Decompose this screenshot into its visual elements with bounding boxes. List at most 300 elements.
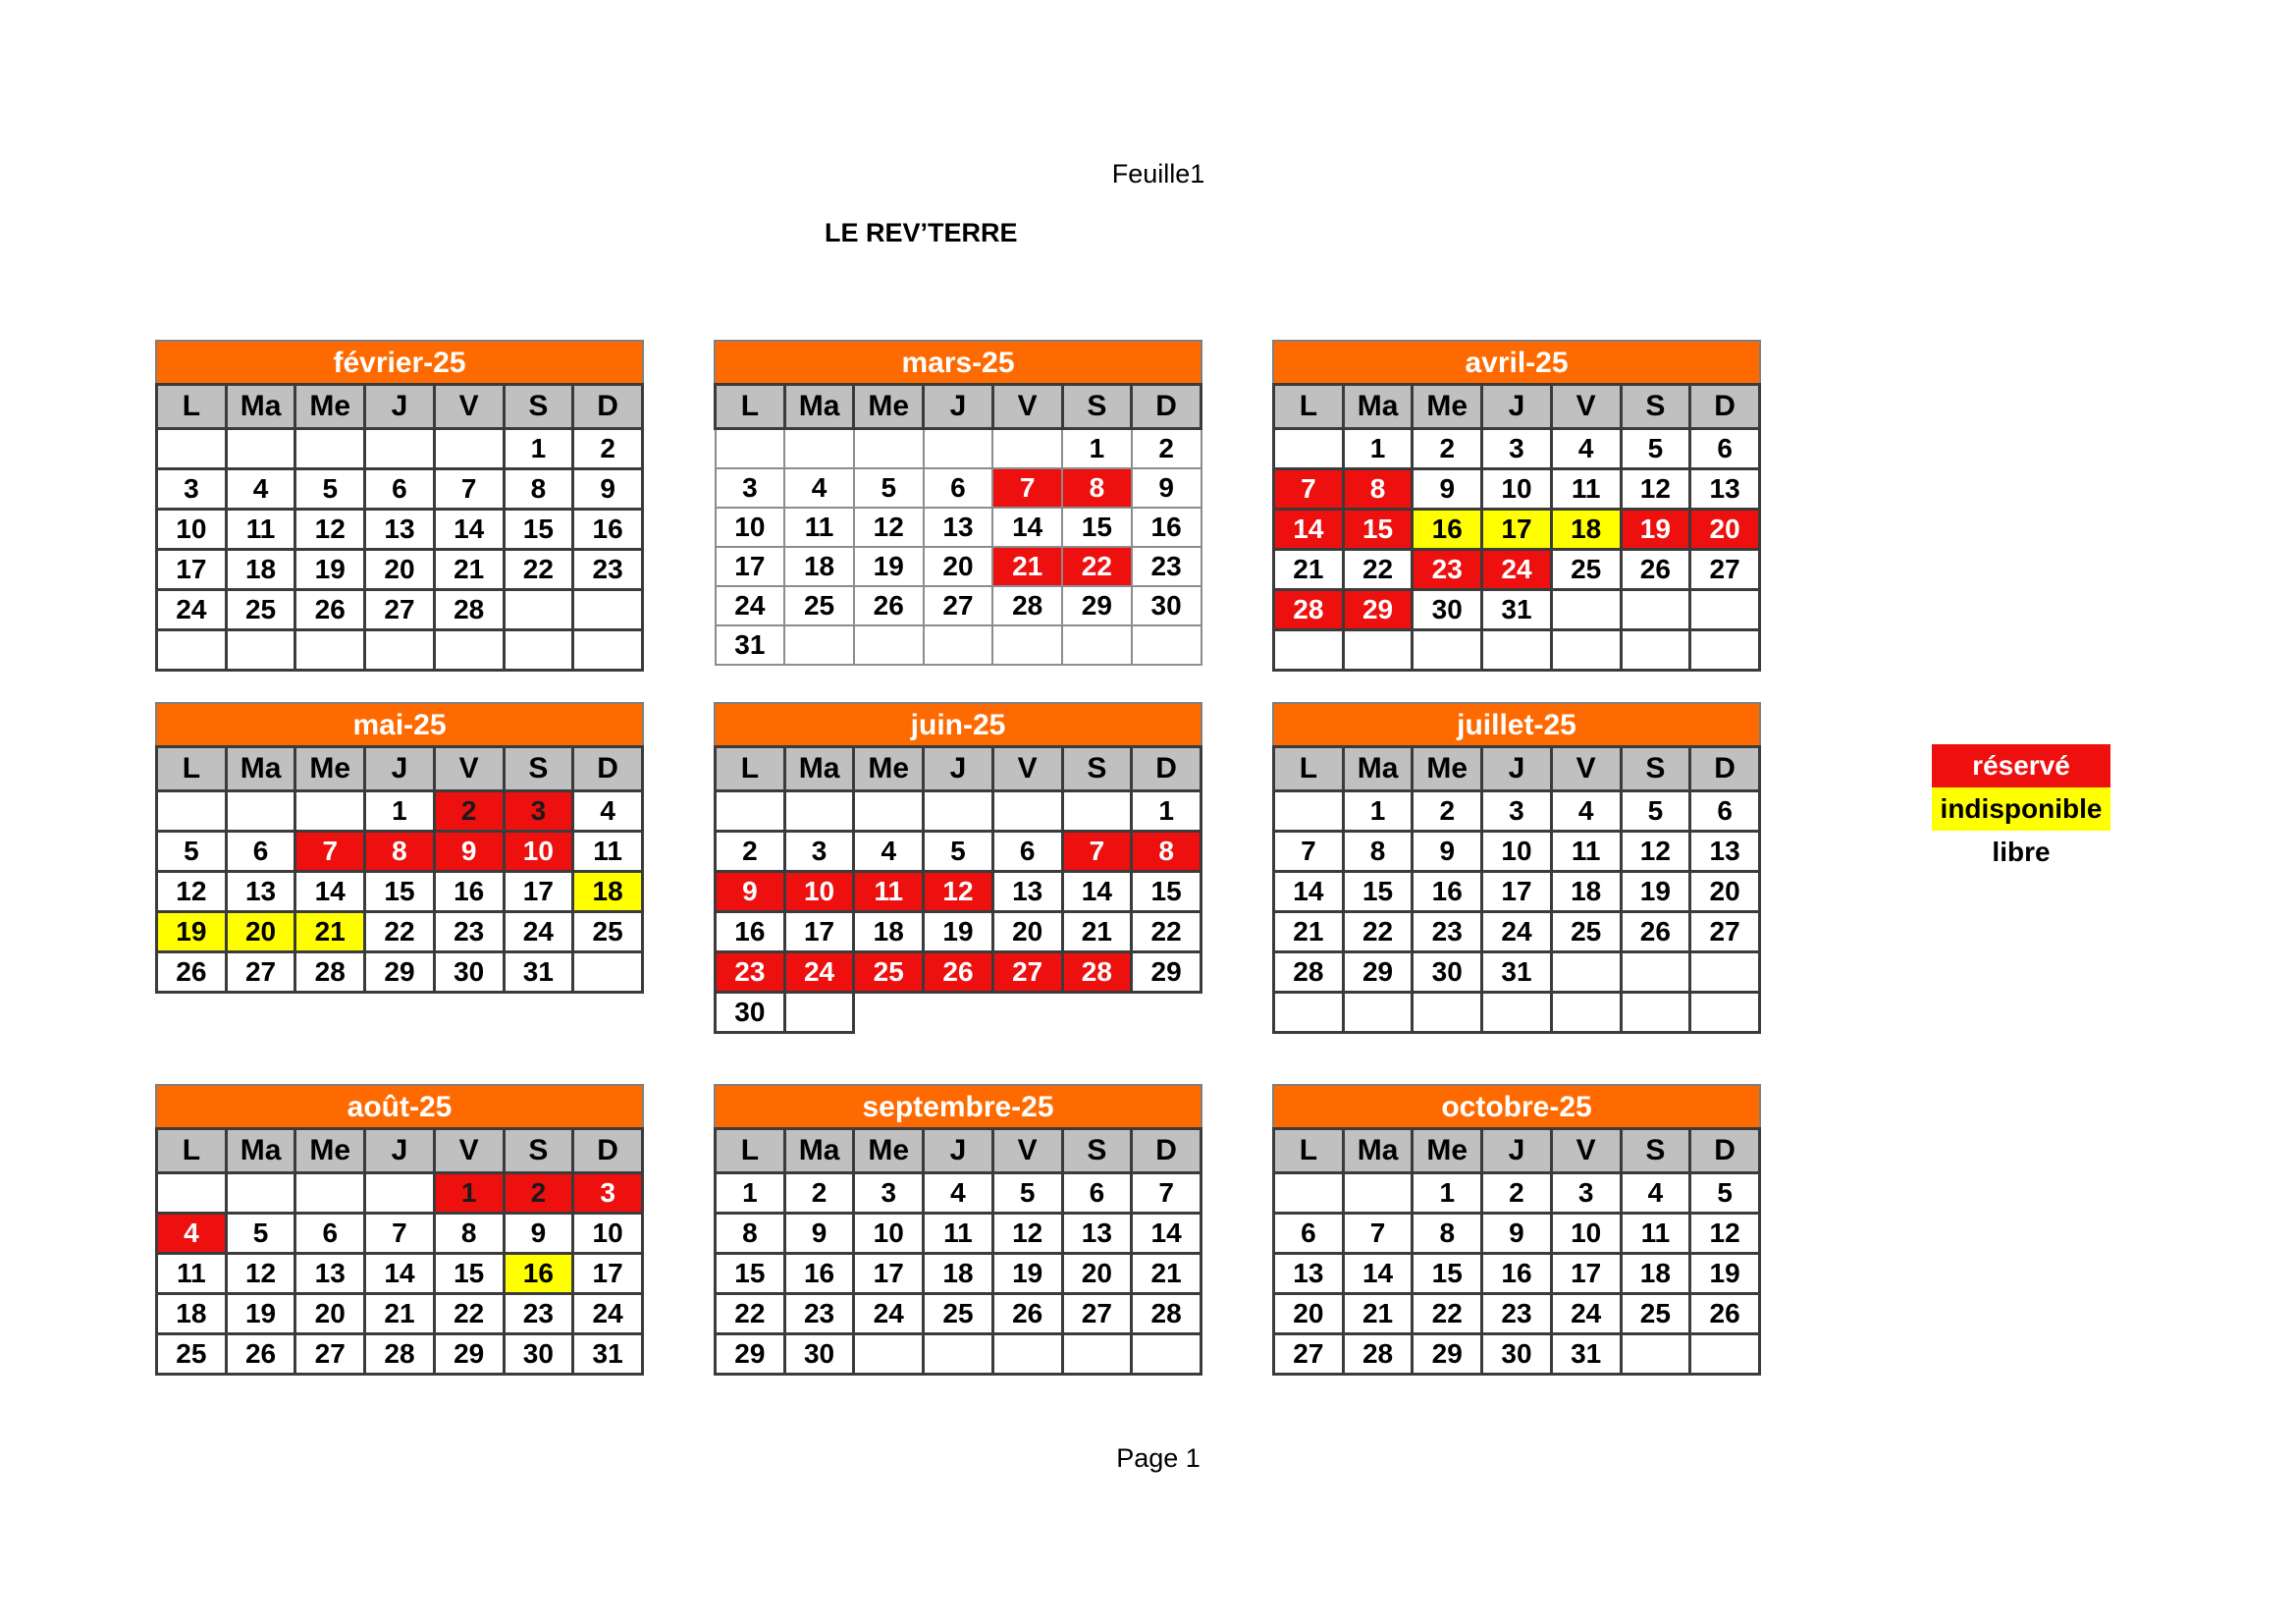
day-cell: 6 — [992, 832, 1062, 872]
week-row — [716, 1173, 1201, 1214]
day-cell: 20 — [295, 1294, 365, 1334]
day-cell: 19 — [226, 1294, 295, 1334]
day-cell: 29 — [1132, 952, 1201, 993]
day-cell: 1 — [716, 1173, 785, 1214]
day-cell: 19 — [992, 1254, 1062, 1294]
day-cell: 7 — [1343, 1214, 1413, 1254]
day-cell: 12 — [226, 1254, 295, 1294]
day-cell: 21 — [295, 912, 365, 952]
day-cell: 12 — [1690, 1214, 1760, 1254]
day-cell: 1 — [504, 429, 573, 469]
day-cell: 2 — [716, 832, 785, 872]
empty-day-cell — [784, 625, 854, 665]
weekday-header: Ma — [784, 385, 854, 429]
day-cell: 25 — [1551, 912, 1621, 952]
empty-day-cell — [784, 429, 854, 469]
day-cell: 21 — [1274, 912, 1344, 952]
week-row — [716, 791, 1201, 832]
weekday-header: V — [434, 747, 504, 791]
weekday-header: D — [1132, 747, 1201, 791]
empty-day-cell — [992, 1334, 1062, 1375]
day-cell: 22 — [1413, 1294, 1482, 1334]
weekday-header: L — [157, 385, 227, 429]
day-cell: 16 — [1132, 508, 1201, 547]
day-cell: 16 — [716, 912, 785, 952]
day-cell: 6 — [1062, 1173, 1132, 1214]
weekday-header: Ma — [226, 385, 295, 429]
empty-day-cell — [854, 1334, 924, 1375]
day-cell: 29 — [1343, 952, 1413, 993]
day-cell: 28 — [1274, 590, 1344, 630]
day-cell: 13 — [1690, 469, 1760, 510]
legend-free: libre — [1932, 831, 2110, 874]
month-calendar — [1272, 1084, 1761, 1376]
weekday-header: Me — [854, 1129, 924, 1173]
day-cell: 26 — [992, 1294, 1062, 1334]
weekday-header: V — [992, 1129, 1062, 1173]
day-cell: 26 — [924, 952, 993, 993]
day-cell: 23 — [784, 1294, 854, 1334]
empty-day-cell — [854, 625, 924, 665]
empty-day-cell — [1343, 993, 1413, 1033]
weekday-header: S — [1621, 385, 1690, 429]
weekday-header: L — [716, 1129, 785, 1173]
day-cell: 25 — [784, 586, 854, 625]
day-cell: 19 — [157, 912, 227, 952]
day-cell: 18 — [157, 1294, 227, 1334]
weekday-header: D — [1690, 385, 1760, 429]
month-title: juillet-25 — [1272, 702, 1761, 745]
weekday-header: V — [992, 747, 1062, 791]
day-cell: 8 — [1062, 468, 1132, 508]
empty-day-cell — [1690, 590, 1760, 630]
empty-day-cell — [504, 630, 573, 671]
day-cell: 27 — [1690, 550, 1760, 590]
day-cell: 9 — [1413, 832, 1482, 872]
sheet-name: Feuille1 — [1111, 159, 1205, 189]
month-calendar — [155, 702, 644, 994]
day-cell: 8 — [1343, 832, 1413, 872]
empty-day-cell — [226, 1173, 295, 1214]
day-cell: 29 — [1343, 590, 1413, 630]
weekday-header: S — [504, 385, 573, 429]
day-cell: 28 — [295, 952, 365, 993]
week-row — [716, 1214, 1201, 1254]
day-cell: 4 — [784, 468, 854, 508]
day-cell: 3 — [716, 468, 785, 508]
day-cell: 23 — [504, 1294, 573, 1334]
day-cell: 13 — [1062, 1214, 1132, 1254]
weekday-header: S — [1621, 1129, 1690, 1173]
day-cell: 21 — [434, 550, 504, 590]
month-table — [714, 383, 1202, 666]
day-cell: 27 — [365, 590, 435, 630]
week-row — [716, 1334, 1201, 1375]
day-cell: 27 — [1274, 1334, 1344, 1375]
empty-day-cell — [1062, 625, 1132, 665]
day-cell: 25 — [924, 1294, 993, 1334]
day-cell: 22 — [504, 550, 573, 590]
day-cell: 30 — [716, 993, 785, 1033]
empty-day-cell — [1621, 952, 1690, 993]
empty-day-cell — [854, 791, 924, 832]
day-cell: 28 — [434, 590, 504, 630]
day-cell: 17 — [716, 547, 785, 586]
day-cell: 9 — [1413, 469, 1482, 510]
day-cell: 14 — [295, 872, 365, 912]
day-cell: 12 — [157, 872, 227, 912]
day-cell: 21 — [365, 1294, 435, 1334]
day-cell: 6 — [365, 469, 435, 510]
weekday-header-row — [716, 1129, 1201, 1173]
weekday-header: L — [1274, 385, 1344, 429]
day-cell: 26 — [1621, 550, 1690, 590]
weekday-header: Me — [1413, 747, 1482, 791]
day-cell: 3 — [1482, 791, 1552, 832]
day-cell: 4 — [854, 832, 924, 872]
day-cell: 19 — [1621, 872, 1690, 912]
day-cell: 20 — [992, 912, 1062, 952]
week-row — [716, 547, 1201, 586]
day-cell: 29 — [365, 952, 435, 993]
weekday-header: D — [1690, 747, 1760, 791]
weekday-header: L — [1274, 747, 1344, 791]
week-row — [1274, 952, 1760, 993]
day-cell: 21 — [1274, 550, 1344, 590]
day-cell: 22 — [1132, 912, 1201, 952]
empty-day-cell — [1621, 630, 1690, 671]
week-row — [157, 1214, 643, 1254]
weekday-header: Ma — [1343, 1129, 1413, 1173]
day-cell: 25 — [226, 590, 295, 630]
day-cell: 19 — [854, 547, 924, 586]
empty-day-cell — [716, 791, 785, 832]
day-cell: 14 — [1343, 1254, 1413, 1294]
day-cell: 24 — [1551, 1294, 1621, 1334]
day-cell: 14 — [365, 1254, 435, 1294]
week-row — [1274, 912, 1760, 952]
day-cell: 23 — [1413, 912, 1482, 952]
weekday-header: S — [1062, 385, 1132, 429]
week-row — [157, 1334, 643, 1375]
weekday-header: V — [1551, 1129, 1621, 1173]
day-cell: 5 — [157, 832, 227, 872]
day-cell: 25 — [157, 1334, 227, 1375]
day-cell: 2 — [434, 791, 504, 832]
week-row — [157, 550, 643, 590]
weekday-header: V — [434, 1129, 504, 1173]
weekday-header: D — [573, 747, 643, 791]
day-cell: 30 — [1482, 1334, 1552, 1375]
day-cell: 18 — [1551, 510, 1621, 550]
day-cell: 5 — [1690, 1173, 1760, 1214]
day-cell: 27 — [992, 952, 1062, 993]
day-cell: 5 — [1621, 429, 1690, 469]
month-title: mars-25 — [714, 340, 1202, 383]
day-cell: 11 — [573, 832, 643, 872]
day-cell: 16 — [1413, 510, 1482, 550]
day-cell: 1 — [1413, 1173, 1482, 1214]
legend-reserved: réservé — [1932, 744, 2110, 787]
legend-unavailable: indisponible — [1932, 787, 2110, 831]
day-cell: 11 — [854, 872, 924, 912]
day-cell: 25 — [1621, 1294, 1690, 1334]
day-cell: 8 — [1413, 1214, 1482, 1254]
day-cell: 9 — [716, 872, 785, 912]
week-row — [716, 625, 1201, 665]
day-cell: 9 — [504, 1214, 573, 1254]
day-cell: 10 — [573, 1214, 643, 1254]
legend — [1932, 744, 2110, 874]
empty-day-cell — [295, 630, 365, 671]
empty-day-cell — [157, 630, 227, 671]
day-cell: 2 — [504, 1173, 573, 1214]
weekday-header: Ma — [1343, 385, 1413, 429]
week-row — [157, 1173, 643, 1214]
day-cell: 23 — [1482, 1294, 1552, 1334]
empty-day-cell — [1690, 1334, 1760, 1375]
day-cell: 21 — [1062, 912, 1132, 952]
week-row — [1274, 1254, 1760, 1294]
page-title: LE REV’TERRE — [825, 218, 1018, 247]
day-cell: 14 — [1274, 872, 1344, 912]
month-table — [1272, 1127, 1761, 1376]
day-cell: 27 — [924, 586, 993, 625]
day-cell: 12 — [295, 510, 365, 550]
empty-day-cell — [226, 791, 295, 832]
day-cell: 9 — [573, 469, 643, 510]
day-cell: 19 — [1621, 510, 1690, 550]
day-cell: 7 — [365, 1214, 435, 1254]
day-cell: 5 — [295, 469, 365, 510]
day-cell: 1 — [1132, 791, 1201, 832]
day-cell: 22 — [365, 912, 435, 952]
day-cell: 24 — [1482, 912, 1552, 952]
empty-day-cell — [504, 590, 573, 630]
weekday-header: S — [1621, 747, 1690, 791]
day-cell: 12 — [1621, 469, 1690, 510]
day-cell: 7 — [992, 468, 1062, 508]
day-cell: 28 — [365, 1334, 435, 1375]
week-row — [157, 1294, 643, 1334]
day-cell: 10 — [504, 832, 573, 872]
day-cell: 9 — [1482, 1214, 1552, 1254]
day-cell: 13 — [1274, 1254, 1344, 1294]
week-row — [1274, 1334, 1760, 1375]
day-cell: 17 — [1482, 510, 1552, 550]
day-cell: 23 — [1132, 547, 1201, 586]
weekday-header: J — [1482, 747, 1552, 791]
empty-day-cell — [1551, 993, 1621, 1033]
empty-space — [924, 993, 993, 1033]
weekday-header: L — [716, 747, 785, 791]
empty-day-cell — [573, 630, 643, 671]
day-cell: 17 — [854, 1254, 924, 1294]
week-row — [157, 1254, 643, 1294]
empty-day-cell — [1274, 993, 1344, 1033]
day-cell: 10 — [1482, 832, 1552, 872]
empty-day-cell — [1132, 625, 1201, 665]
month-calendar — [155, 340, 644, 672]
weekday-header-row — [1274, 1129, 1760, 1173]
day-cell: 28 — [1132, 1294, 1201, 1334]
empty-day-cell — [434, 429, 504, 469]
day-cell: 18 — [924, 1254, 993, 1294]
day-cell: 22 — [1062, 547, 1132, 586]
weekday-header: D — [1132, 1129, 1201, 1173]
day-cell: 5 — [992, 1173, 1062, 1214]
day-cell: 15 — [1132, 872, 1201, 912]
day-cell: 30 — [434, 952, 504, 993]
weekday-header: J — [1482, 385, 1552, 429]
day-cell: 4 — [157, 1214, 227, 1254]
week-row — [1274, 1214, 1760, 1254]
empty-day-cell — [1690, 630, 1760, 671]
empty-space — [854, 993, 924, 1033]
month-title: mai-25 — [155, 702, 644, 745]
day-cell: 2 — [573, 429, 643, 469]
day-cell: 15 — [504, 510, 573, 550]
day-cell: 13 — [1690, 832, 1760, 872]
empty-day-cell — [365, 630, 435, 671]
day-cell: 16 — [573, 510, 643, 550]
day-cell: 28 — [1274, 952, 1344, 993]
empty-day-cell — [1343, 1173, 1413, 1214]
day-cell: 3 — [573, 1173, 643, 1214]
weekday-header: Me — [854, 747, 924, 791]
weekday-header: L — [1274, 1129, 1344, 1173]
day-cell: 19 — [924, 912, 993, 952]
day-cell: 15 — [1343, 510, 1413, 550]
day-cell: 28 — [1062, 952, 1132, 993]
week-row — [1274, 832, 1760, 872]
day-cell: 4 — [924, 1173, 993, 1214]
day-cell: 25 — [1551, 550, 1621, 590]
empty-day-cell — [1274, 630, 1344, 671]
day-cell: 10 — [716, 508, 785, 547]
empty-day-cell — [924, 625, 993, 665]
day-cell: 18 — [573, 872, 643, 912]
day-cell: 14 — [1274, 510, 1344, 550]
day-cell: 8 — [434, 1214, 504, 1254]
weekday-header: Ma — [226, 747, 295, 791]
day-cell: 1 — [1062, 429, 1132, 469]
weekday-header: J — [365, 385, 435, 429]
month-table — [155, 1127, 644, 1376]
month-table — [1272, 383, 1761, 672]
day-cell: 6 — [1690, 791, 1760, 832]
day-cell: 20 — [365, 550, 435, 590]
weekday-header: D — [573, 1129, 643, 1173]
page-number: Page 1 — [1116, 1443, 1201, 1473]
day-cell: 24 — [157, 590, 227, 630]
month-calendar — [714, 702, 1202, 1034]
week-row — [157, 791, 643, 832]
week-row — [1274, 872, 1760, 912]
weekday-header: J — [924, 385, 993, 429]
day-cell: 16 — [784, 1254, 854, 1294]
day-cell: 8 — [365, 832, 435, 872]
day-cell: 14 — [1062, 872, 1132, 912]
empty-day-cell — [784, 791, 854, 832]
month-title: avril-25 — [1272, 340, 1761, 383]
empty-day-cell — [1621, 590, 1690, 630]
day-cell: 8 — [504, 469, 573, 510]
day-cell: 27 — [1062, 1294, 1132, 1334]
empty-day-cell — [226, 429, 295, 469]
day-cell: 2 — [1413, 791, 1482, 832]
week-row — [1274, 590, 1760, 630]
day-cell: 17 — [504, 872, 573, 912]
day-cell: 18 — [1621, 1254, 1690, 1294]
week-row — [716, 912, 1201, 952]
empty-day-cell — [295, 1173, 365, 1214]
week-row — [157, 912, 643, 952]
day-cell: 12 — [854, 508, 924, 547]
day-cell: 8 — [1343, 469, 1413, 510]
empty-day-cell — [1551, 630, 1621, 671]
day-cell: 22 — [716, 1294, 785, 1334]
weekday-header: Me — [295, 747, 365, 791]
week-row — [716, 429, 1201, 469]
day-cell: 20 — [226, 912, 295, 952]
week-row — [1274, 469, 1760, 510]
weekday-header: Me — [1413, 1129, 1482, 1173]
day-cell: 5 — [1621, 791, 1690, 832]
day-cell: 29 — [1413, 1334, 1482, 1375]
empty-day-cell — [716, 429, 785, 469]
week-row — [1274, 993, 1760, 1033]
weekday-header-row — [1274, 385, 1760, 429]
month-table — [714, 745, 1202, 1034]
weekday-header: J — [924, 1129, 993, 1173]
empty-day-cell — [854, 429, 924, 469]
day-cell: 12 — [1621, 832, 1690, 872]
day-cell: 25 — [854, 952, 924, 993]
month-calendar — [1272, 702, 1761, 1034]
weekday-header: J — [365, 1129, 435, 1173]
day-cell: 5 — [854, 468, 924, 508]
day-cell: 7 — [1132, 1173, 1201, 1214]
day-cell: 9 — [784, 1214, 854, 1254]
empty-day-cell — [784, 993, 854, 1033]
day-cell: 26 — [854, 586, 924, 625]
empty-day-cell — [992, 791, 1062, 832]
day-cell: 15 — [1343, 872, 1413, 912]
day-cell: 5 — [924, 832, 993, 872]
month-table — [714, 1127, 1202, 1376]
day-cell: 10 — [784, 872, 854, 912]
empty-day-cell — [1343, 630, 1413, 671]
week-row — [157, 510, 643, 550]
week-row — [716, 508, 1201, 547]
month-calendar — [1272, 340, 1761, 672]
day-cell: 1 — [1343, 791, 1413, 832]
day-cell: 1 — [365, 791, 435, 832]
day-cell: 18 — [226, 550, 295, 590]
day-cell: 10 — [1482, 469, 1552, 510]
week-row — [157, 832, 643, 872]
weekday-header: J — [1482, 1129, 1552, 1173]
empty-day-cell — [1482, 630, 1552, 671]
day-cell: 1 — [434, 1173, 504, 1214]
weekday-header: Me — [1413, 385, 1482, 429]
weekday-header: V — [1551, 385, 1621, 429]
day-cell: 16 — [1482, 1254, 1552, 1294]
day-cell: 24 — [854, 1294, 924, 1334]
weekday-header: J — [365, 747, 435, 791]
weekday-header: V — [1551, 747, 1621, 791]
